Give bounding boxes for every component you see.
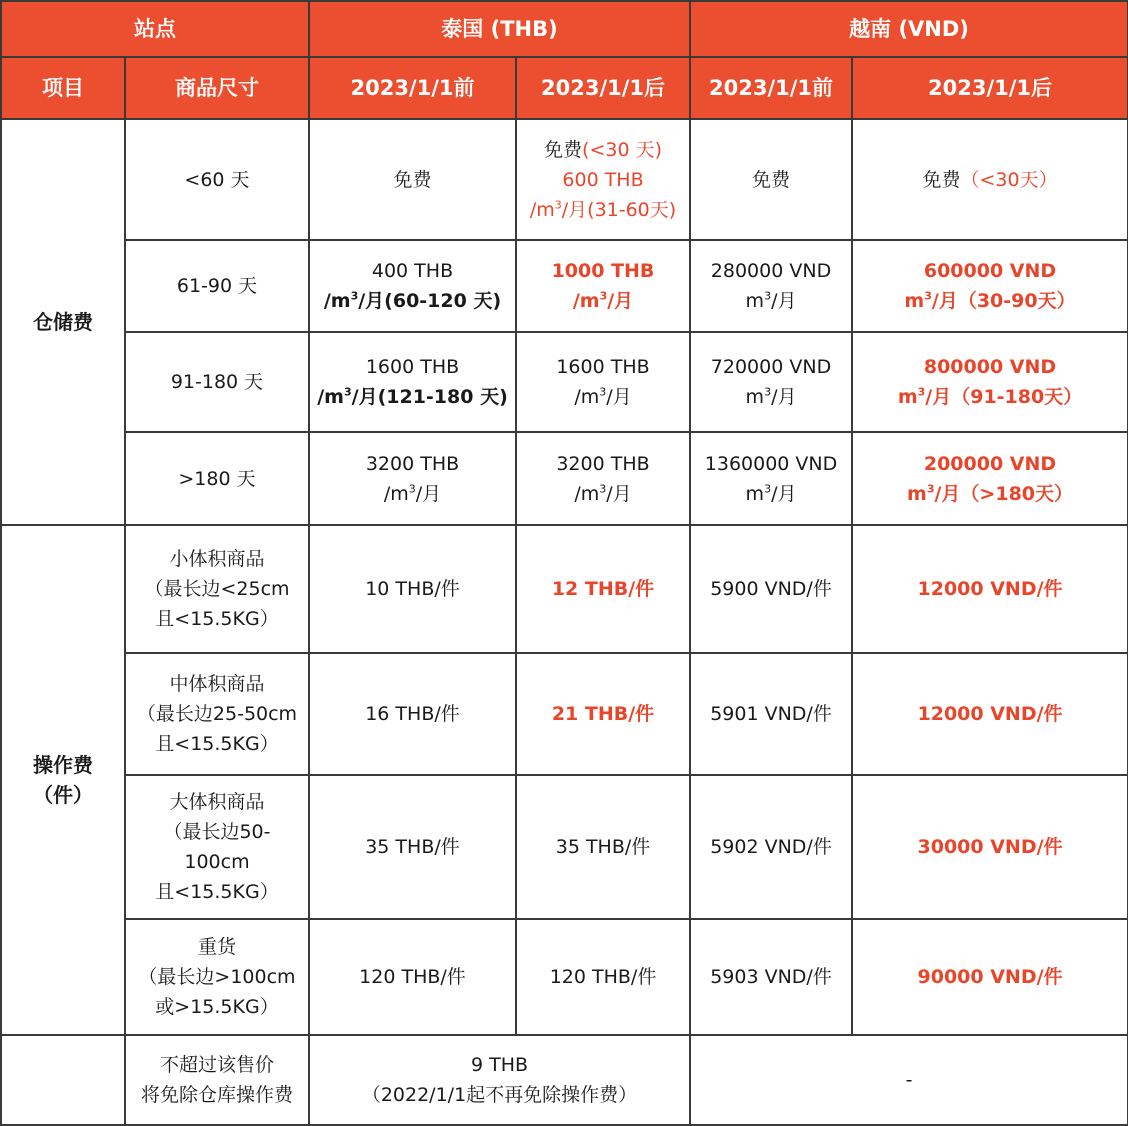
header-site: 站点 [1, 1, 309, 57]
storage-category: 仓储费 [1, 119, 125, 525]
header-item: 项目 [1, 57, 125, 119]
th-after-cell: 12 THB/件 [516, 525, 690, 653]
operation-size: 大体积商品 （最长边50- 100cm 且<15.5KG） [125, 775, 309, 919]
vn-after-cell: 600000 VND $m^3/$月（30-90天） [852, 240, 1128, 332]
vn-before-cell: 5900 VND/件 [690, 525, 852, 653]
storage-period: 61-90 天 [125, 240, 309, 332]
vn-after-prefix: 免费 [922, 168, 961, 191]
storage-row [1, 240, 1128, 332]
th-before-cell: 35 THB/件 [309, 775, 516, 919]
vn-after-cell: 800000 VND $m^3/$月（91-180天） [852, 332, 1128, 432]
vn-before-cell: 720000 VND $m^3/$月 [690, 332, 852, 432]
operation-row [1, 919, 1128, 1035]
exemption-label: 不超过该售价 将免除仓库操作费 [125, 1035, 309, 1125]
th-before-cell: 16 THB/件 [309, 653, 516, 775]
header-row-sites [1, 1, 1128, 57]
header-size: 商品尺寸 [125, 57, 309, 119]
vn-before-cell: 1360000 VND $m^3/$月 [690, 432, 852, 525]
operation-row [1, 525, 1128, 653]
storage-period: 91-180 天 [125, 332, 309, 432]
operation-size: 中体积商品 （最长边25-50cm 且<15.5KG） [125, 653, 309, 775]
vn-after-cell: 12000 VND/件 [852, 653, 1128, 775]
operation-row [1, 653, 1128, 775]
operation-size: 小体积商品 （最长边<25cm 且<15.5KG） [125, 525, 309, 653]
vn-before-cell: 280000 VND $m^3/$月 [690, 240, 852, 332]
th-after-cell: 1600 THB $/m^3/$月 [516, 332, 690, 432]
vn-after-cell: 90000 VND/件 [852, 919, 1128, 1035]
operation-size: 重货 （最长边>100cm 或>15.5KG） [125, 919, 309, 1035]
header-th-before: 2023/1/1前 [309, 57, 516, 119]
storage-row [1, 119, 1128, 240]
header-vn-after: 2023/1/1后 [852, 57, 1128, 119]
exemption-blank [1, 1035, 125, 1125]
header-vietnam: 越南 (VND) [690, 1, 1128, 57]
vn-after-cell: 30000 VND/件 [852, 775, 1128, 919]
th-after-cell: 3200 THB $/m^3/$月 [516, 432, 690, 525]
th-before-cell: 1600 THB $/m^3/$月(121-180 天) [309, 332, 516, 432]
th-after-tail: /月(31-60天) [561, 198, 677, 221]
vn-before-cell: 5901 VND/件 [690, 653, 852, 775]
storage-period: >180 天 [125, 432, 309, 525]
th-after-cell: 免费(<30 天) 600 THB $/m^3/$月(31-60天) [516, 119, 690, 240]
operation-row [1, 775, 1128, 919]
th-after-cell: 120 THB/件 [516, 919, 690, 1035]
header-th-after: 2023/1/1后 [516, 57, 690, 119]
vn-after-note: （<30天） [960, 168, 1058, 191]
th-after-prefix: 免费 [544, 138, 583, 161]
th-before-cell: 400 THB $/m^3/$月(60-120 天) [309, 240, 516, 332]
exemption-vietnam: - [690, 1035, 1128, 1125]
vn-before-cell: 免费 [690, 119, 852, 240]
header-row-columns [1, 57, 1128, 119]
vn-after-cell: 200000 VND $m^3/$月（>180天） [852, 432, 1128, 525]
vn-after-cell: 12000 VND/件 [852, 525, 1128, 653]
th-before-cell: 3200 THB $/m^3/$月 [309, 432, 516, 525]
header-thailand: 泰国 (THB) [309, 1, 690, 57]
th-before-cell: 免费 [309, 119, 516, 240]
th-before-cell: 120 THB/件 [309, 919, 516, 1035]
storage-row [1, 432, 1128, 525]
storage-row [1, 332, 1128, 432]
th-after-note: (<30 天) [582, 138, 662, 161]
th-before-cell: 10 THB/件 [309, 525, 516, 653]
th-after-cell: 1000 THB $/m^3/$月 [516, 240, 690, 332]
vn-before-cell: 5902 VND/件 [690, 775, 852, 919]
exemption-thailand: 9 THB （2022/1/1起不再免除操作费） [309, 1035, 690, 1125]
vn-before-cell: 5903 VND/件 [690, 919, 852, 1035]
th-after-cell: 35 THB/件 [516, 775, 690, 919]
header-vn-before: 2023/1/1前 [690, 57, 852, 119]
storage-period: <60 天 [125, 119, 309, 240]
th-after-amount: 600 THB [562, 168, 644, 191]
operation-category: 操作费 （件） [1, 525, 125, 1035]
vn-after-cell [852, 119, 1128, 240]
exemption-row [1, 1035, 1128, 1125]
th-after-cell: 21 THB/件 [516, 653, 690, 775]
